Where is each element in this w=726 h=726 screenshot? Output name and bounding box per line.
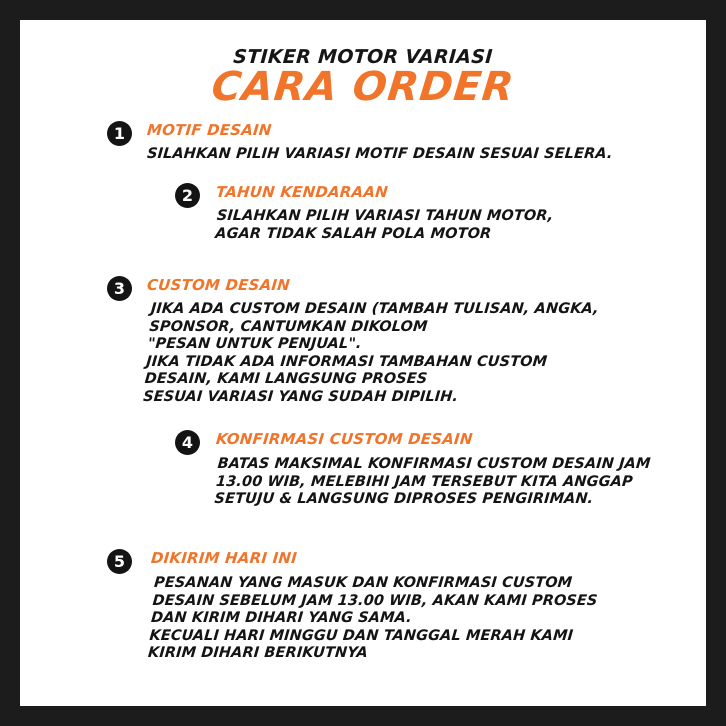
step-2-number-badge: 2: [175, 183, 200, 208]
header-subtitle: STIKER MOTOR VARIASI: [232, 46, 494, 68]
step-5-line: DAN KIRIM DIHARI YANG SAMA.: [150, 610, 413, 626]
step-1-title: MOTIF DESAIN: [146, 121, 273, 139]
step-2-line: AGAR TIDAK SALAH POLA MOTOR: [214, 225, 493, 242]
step-3-line: SPONSOR, CANTUMKAN DIKOLOM: [148, 318, 429, 335]
step-3-line: DESAIN, KAMI LANGSUNG PROSES: [144, 371, 429, 387]
step-4-line: SETUJU & LANGSUNG DIPROSES PENGIRIMAN.: [213, 491, 594, 507]
step-2-body: [214, 208, 554, 243]
step-5-line: DESAIN SEBELUM JAM 13.00 WIB, AKAN KAMI PROSES: [151, 592, 599, 609]
step-5-line: KECUALI HARI MINGGU DAN TANGGAL MERAH KAMI: [148, 627, 574, 644]
step-4-line: 13.00 WIB, MELEBIHI JAM TERSEBUT KITA ANGGAP: [215, 473, 634, 490]
step-3-number-badge: 3: [107, 276, 132, 301]
step-3-line: JIKA TIDAK ADA INFORMASI TAMBAHAN CUSTOM: [145, 353, 548, 370]
step-3-title: CUSTOM DESAIN: [146, 276, 291, 294]
order-guide-card: [20, 20, 706, 706]
step-4-body: [214, 456, 651, 509]
step-4-number-badge: 4: [175, 430, 200, 455]
step-5-number-badge: 5: [107, 549, 132, 574]
step-5-title: DIKIRIM HARI INI: [150, 549, 298, 567]
step-3-line: JIKA ADA CUSTOM DESAIN (TAMBAH TULISAN, ANGKA,: [150, 301, 600, 317]
step-3-line: "PESAN UNTUK PENJUAL".: [147, 336, 363, 352]
header-title: CARA ORDER: [209, 64, 517, 110]
step-1-body: [146, 146, 613, 164]
step-4-line: BATAS MAKSIMAL KONFIRMASI CUSTOM DESAIN JAM: [216, 456, 652, 472]
step-5-line: KIRIM DIHARI BERIKUTNYA: [147, 645, 369, 661]
step-1-number-badge: 1: [107, 121, 132, 146]
step-5-body: [147, 575, 600, 663]
step-3-body: [142, 301, 599, 406]
step-4-title: KONFIRMASI CUSTOM DESAIN: [215, 430, 474, 448]
step-1-line: SILAHKAN PILIH VARIASI MOTIF DESAIN SESUAI SELERA.: [146, 146, 614, 162]
step-2-title: TAHUN KENDARAAN: [215, 183, 389, 201]
step-3-line: SESUAI VARIASI YANG SUDAH DIPILIH.: [142, 388, 459, 405]
step-5-line: PESANAN YANG MASUK DAN KONFIRMASI CUSTOM: [153, 575, 573, 591]
step-2-line: SILAHKAN PILIH VARIASI TAHUN MOTOR,: [216, 208, 555, 224]
